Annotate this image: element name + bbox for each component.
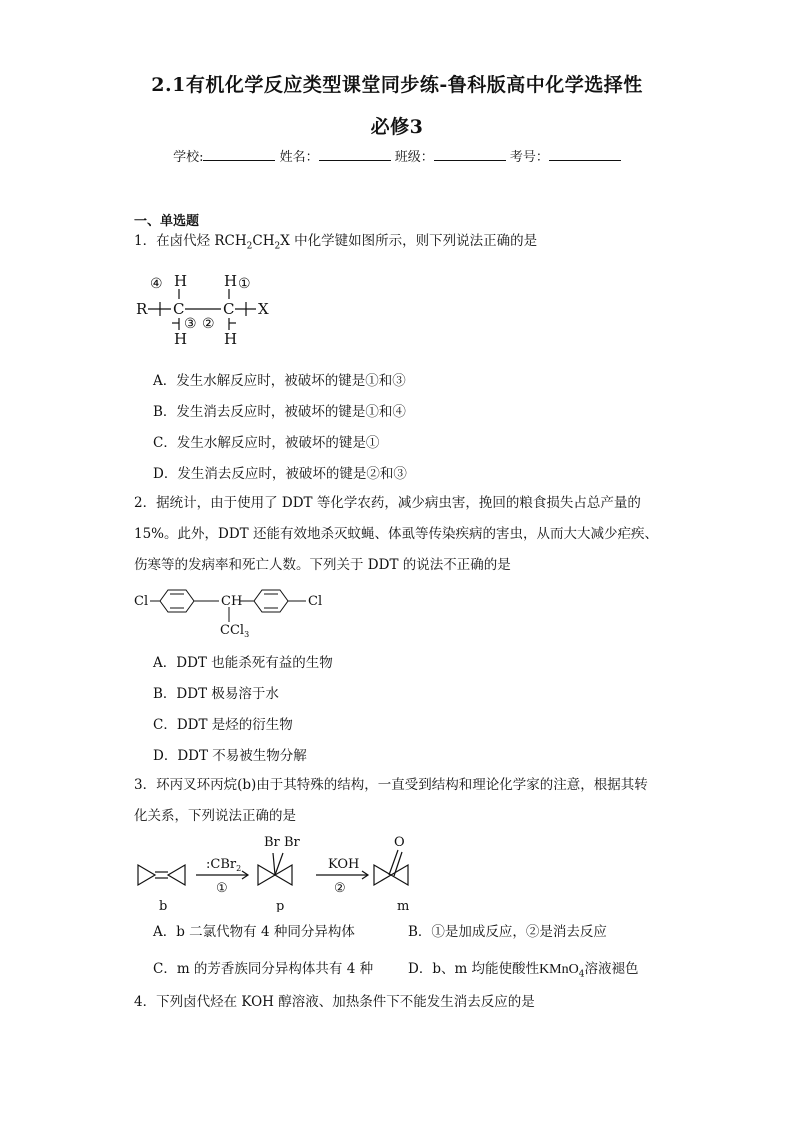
q3-br-left: Br: [264, 835, 280, 850]
q2-cl-left: Cl: [134, 594, 149, 609]
q2-ccl3-label: CCl$_3$: [220, 623, 250, 639]
q1-bond-1-label: ①: [238, 276, 251, 292]
q1-c-right: C: [223, 300, 235, 318]
q1-h-bottom-right: H: [224, 330, 238, 348]
name-blank[interactable]: [319, 148, 391, 161]
q2-stem-line-2: 15%。此外，DDT 还能有效地杀灭蚊蝇、体虱等传染疾病的害虫，从而大大减少疟疾、: [134, 526, 658, 542]
class-blank[interactable]: [434, 148, 506, 161]
page-title-line-1: 2.1有机化学反应类型课堂同步练-鲁科版高中化学选择性: [151, 74, 643, 96]
q3-oxygen-label: O: [394, 835, 405, 850]
q3-reaction-scheme: [130, 830, 440, 912]
q3-label-p: p: [276, 899, 285, 912]
q1-r-label: R: [136, 300, 148, 318]
q1-option-c[interactable]: C．发生水解反应时，被破坏的键是①: [153, 435, 380, 451]
q3-reagent-cbr2: :CBr$_2$: [206, 857, 242, 873]
q1-bond-2-label: ②: [202, 316, 215, 332]
q3-reagent-koh: KOH: [328, 857, 360, 872]
q3-step-2-label: ②: [334, 881, 346, 896]
exam-number-blank[interactable]: [549, 148, 621, 161]
q1-bond-4-label: ④: [150, 276, 163, 292]
q4-stem: 4．下列卤代烃在 KOH 醇溶液、加热条件下不能发生消去反应的是: [134, 994, 535, 1010]
q3-step-1-label: ①: [216, 881, 228, 896]
q1-h-top-left: H: [174, 272, 188, 290]
q1-h-bottom-left: H: [174, 330, 188, 348]
exam-number-label: 考号：: [509, 150, 549, 165]
q2-option-b[interactable]: B．DDT 极易溶于水: [153, 686, 279, 702]
q1-c-left: C: [173, 300, 185, 318]
q2-stem-line-3: 伤寒等的发病率和死亡人数。下列关于 DDT 的说法不正确的是: [134, 557, 511, 573]
q2-stem-line-1: 2．据统计，由于使用了 DDT 等化学农药，减少病虫害，挽回的粮食损失占总产量的: [134, 495, 641, 511]
q1-option-d[interactable]: D．发生消去反应时，被破坏的键是②和③: [153, 466, 407, 482]
student-info-line: [0, 146, 794, 165]
section-heading: 一、单选题: [134, 214, 200, 229]
q1-option-a[interactable]: A．发生水解反应时，被破坏的键是①和③: [153, 373, 406, 389]
q3-option-d[interactable]: D．b、m 均能使酸性KMnO$_4$溶液褪色: [408, 961, 639, 980]
q1-stem: 1．在卤代烃 $RCH_2CH_2X$ 中化学键如图所示，则下列说法正确的是: [134, 233, 538, 252]
q1-bond-diagram: [130, 266, 290, 350]
q1-h-top-right: H: [224, 272, 238, 290]
name-label: 姓名：: [279, 150, 319, 165]
q3-option-a[interactable]: A．b 二氯代物有 4 种同分异构体: [153, 924, 355, 940]
q3-option-b[interactable]: B．①是加成反应，②是消去反应: [408, 924, 607, 940]
q2-ddt-structure: [130, 586, 340, 642]
q2-cl-right: Cl: [308, 594, 323, 609]
q3-stem-line-1: 3．环丙叉环丙烷(b)由于其特殊的结构，一直受到结构和理论化学家的注意，根据其转: [134, 777, 648, 793]
q1-option-b[interactable]: B．发生消去反应时，被破坏的键是①和④: [153, 404, 406, 420]
q2-option-d[interactable]: D．DDT 不易被生物分解: [153, 748, 307, 764]
q3-label-b: b: [159, 899, 168, 912]
q3-option-c[interactable]: C．m 的芳香族同分异构体共有 4 种: [153, 961, 374, 977]
page-title-line-2: 必修3: [370, 116, 424, 138]
q2-option-c[interactable]: C．DDT 是烃的衍生物: [153, 717, 293, 733]
school-label: 学校:: [173, 150, 204, 165]
q1-x-label: X: [258, 300, 269, 318]
q3-label-m: m: [397, 899, 410, 912]
q3-stem-line-2: 化关系，下列说法正确的是: [134, 808, 296, 824]
q2-ch-label: CH: [221, 594, 243, 609]
class-label: 班级：: [394, 150, 434, 165]
school-blank[interactable]: [203, 148, 275, 161]
q2-option-a[interactable]: A．DDT 也能杀死有益的生物: [153, 655, 333, 671]
q1-bond-3-label: ③: [184, 316, 197, 332]
q3-br-right: Br: [284, 835, 300, 850]
